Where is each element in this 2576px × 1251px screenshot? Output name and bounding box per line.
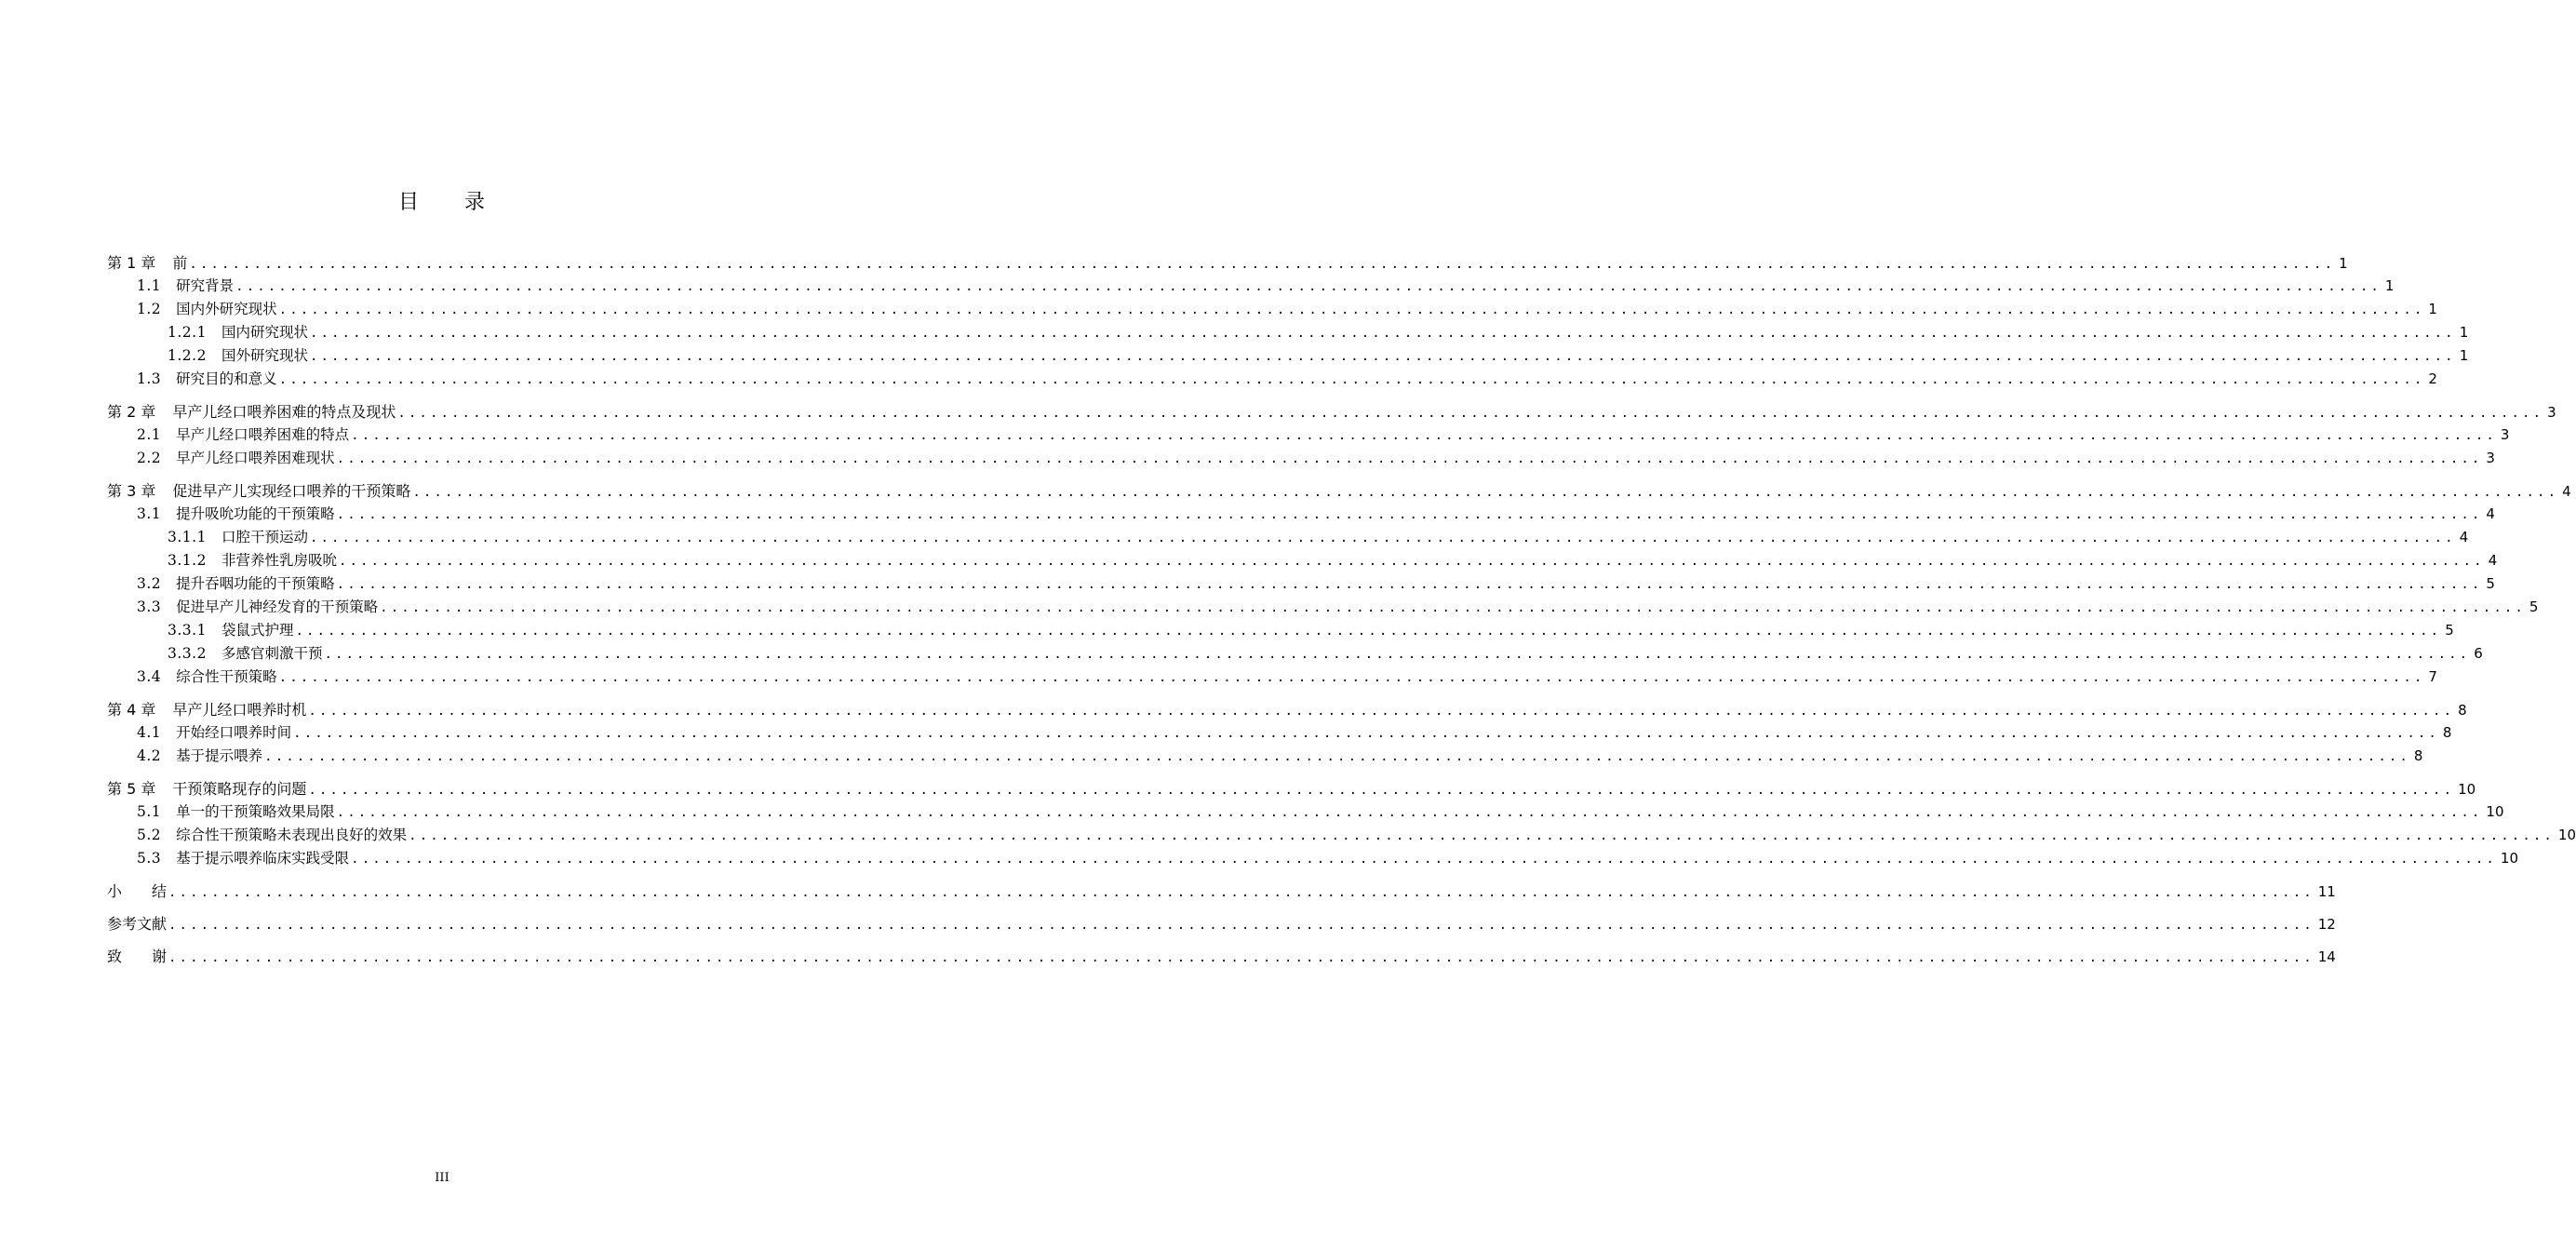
toc-entry-number: 2.1	[137, 426, 162, 443]
toc-entry-page: 10	[2557, 827, 2576, 843]
toc-entry-label: 多感官刺激干预	[221, 645, 323, 662]
toc-entry-page: 1	[2428, 301, 2437, 317]
page-number: III	[435, 1171, 449, 1185]
toc-entry-page: 4	[2562, 483, 2571, 500]
toc-leader-dots: ........................................................................................................................................................................................................	[336, 577, 2483, 592]
toc-entry[interactable]	[107, 847, 2519, 870]
toc-entry-label: 单一的干预策略效果局限	[176, 803, 335, 820]
toc-entry-page: 2	[2428, 370, 2437, 387]
toc-entry[interactable]	[107, 298, 2437, 321]
toc-leader-dots: ........................................................................................................................................................................................................	[295, 624, 2442, 639]
toc-entry[interactable]	[107, 698, 2467, 721]
toc-entry-number: 第 3 章	[107, 482, 156, 500]
toc-entry-number: 3.3.1	[168, 622, 207, 639]
toc-entry[interactable]	[107, 777, 2476, 800]
toc-entry-label: 国外研究现状	[221, 347, 308, 364]
toc-title-char-2: 录	[464, 191, 487, 214]
toc-leader-dots: ........................................................................................................................................................................................................	[235, 279, 2381, 294]
toc-entry-number: 3.2	[137, 575, 162, 592]
toc-entry-label: 研究目的和意义	[176, 370, 277, 387]
toc-entry[interactable]	[107, 572, 2495, 596]
toc-entry-page: 10	[2486, 803, 2504, 820]
table-of-contents	[107, 251, 2576, 968]
toc-entry-number: 3.1.1	[168, 529, 207, 545]
toc-leader-dots: ........................................................................................................................................................................................................	[336, 451, 2483, 466]
toc-entry-number: 第 4 章	[107, 701, 156, 719]
toc-entry-label: 干预策略现存的问题	[172, 780, 307, 798]
toc-entry-label: 开始经口喂养时间	[176, 724, 292, 741]
toc-entry[interactable]	[107, 424, 2510, 447]
toc-leader-dots: ........................................................................................................................................................................................................	[338, 554, 2485, 569]
toc-entry[interactable]	[107, 721, 2452, 745]
toc-entry-label: 研究背景	[176, 277, 235, 294]
toc-entry-page: 4	[2486, 505, 2495, 522]
toc-entry-label: 口腔干预运动	[221, 529, 308, 545]
toc-entry[interactable]	[107, 549, 2498, 572]
toc-entry-number: 2.2	[137, 450, 162, 466]
toc-entry-number: 3.1.2	[168, 552, 207, 569]
toc-entry-page: 10	[2458, 781, 2476, 798]
toc-entry-label: 非营养性乳房吸吮	[221, 552, 337, 569]
toc-entry[interactable]	[107, 800, 2504, 824]
toc-entry-page: 1	[2459, 347, 2469, 364]
toc-entry-page: 8	[2442, 724, 2452, 741]
toc-entry-number: 3.3.2	[168, 645, 207, 662]
toc-entry[interactable]	[107, 275, 2395, 298]
toc-entry-label: 小 结	[107, 882, 168, 900]
toc-entry-label: 促进早产儿实现经口喂养的干预策略	[172, 482, 411, 500]
toc-entry-number: 第 2 章	[107, 403, 156, 421]
toc-leader-dots: ........................................................................................................................................................................................................	[168, 885, 2314, 900]
toc-leader-dots: ........................................................................................................................................................................................................	[351, 428, 2497, 443]
toc-entry-page: 1	[2459, 324, 2469, 341]
toc-entry[interactable]	[107, 880, 2336, 903]
toc-entry-page: 11	[2317, 883, 2336, 900]
toc-entry-label: 早产儿经口喂养时机	[172, 701, 307, 719]
toc-leader-dots: ........................................................................................................................................................................................................	[293, 726, 2439, 741]
toc-entry[interactable]	[107, 912, 2336, 935]
toc-entry-number: 5.3	[137, 850, 162, 867]
toc-leader-dots: ........................................................................................................................................................................................................	[168, 918, 2314, 933]
toc-entry-number: 3.4	[137, 668, 162, 685]
toc-entry-number: 1.1	[137, 277, 162, 294]
toc-entry[interactable]	[107, 321, 2469, 344]
toc-leader-dots: ........................................................................................................................................................................................................	[278, 303, 2425, 317]
toc-entry-page: 12	[2317, 916, 2336, 933]
toc-leader-dots: ........................................................................................................................................................................................................	[351, 852, 2497, 867]
toc-entry[interactable]	[107, 945, 2336, 968]
toc-entry-page: 6	[2474, 645, 2483, 662]
toc-entry-number: 5.2	[137, 827, 162, 843]
toc-entry[interactable]	[107, 344, 2469, 368]
toc-entry-number: 5.1	[137, 803, 162, 820]
toc-leader-dots: ........................................................................................................................................................................................................	[264, 749, 2410, 764]
toc-entry-page: 4	[2488, 552, 2498, 569]
toc-entry-page: 3	[2486, 450, 2495, 466]
toc-entry-page: 3	[2547, 404, 2556, 421]
toc-leader-dots: ........................................................................................................................................................................................................	[308, 704, 2455, 719]
toc-entry-number: 3.3	[137, 599, 162, 615]
toc-entry-label: 综合性干预策略	[176, 668, 277, 685]
toc-entry-label: 早产儿经口喂养困难的特点及现状	[172, 403, 396, 421]
toc-entry[interactable]	[107, 619, 2454, 642]
toc-entry-page: 4	[2459, 529, 2469, 545]
toc-entry-page: 3	[2500, 426, 2510, 443]
toc-entry-page: 8	[2413, 747, 2423, 764]
toc-entry-label: 早产儿经口喂养困难的特点	[176, 426, 350, 443]
toc-title-char-1: 目	[397, 191, 420, 214]
toc-entry[interactable]	[107, 596, 2539, 619]
toc-entry-label: 参考文献	[107, 915, 168, 933]
toc-leader-dots: ........................................................................................................................................................................................................	[308, 783, 2455, 798]
toc-leader-dots: ........................................................................................................................................................................................................	[336, 507, 2483, 522]
toc-entry-label: 袋鼠式护理	[221, 622, 294, 639]
toc-entry-number: 1.3	[137, 370, 162, 387]
toc-entry-page: 7	[2428, 668, 2437, 685]
toc-entry-page: 14	[2317, 948, 2336, 965]
toc-entry-page: 1	[2384, 277, 2395, 294]
toc-entry-number: 1.2.2	[168, 347, 207, 364]
toc-entry-label: 早产儿经口喂养困难现状	[176, 450, 335, 466]
toc-entry-label: 提升吞咽功能的干预策略	[176, 575, 335, 592]
toc-entry-label: 国内外研究现状	[176, 301, 277, 317]
toc-entry[interactable]	[107, 251, 2348, 275]
toc-entry-number: 第 5 章	[107, 780, 156, 798]
toc-entry-number: 第 1 章	[107, 254, 156, 272]
toc-leader-dots: ........................................................................................................................................................................................................	[309, 326, 2456, 341]
toc-entry[interactable]	[107, 400, 2556, 424]
toc-entry[interactable]	[107, 368, 2437, 391]
toc-leader-dots: ........................................................................................................................................................................................................	[189, 257, 2336, 272]
toc-entry-number: 1.2.1	[168, 324, 207, 341]
toc-entry[interactable]	[107, 824, 2576, 847]
toc-entry-page: 8	[2458, 702, 2467, 719]
toc-leader-dots: ........................................................................................................................................................................................................	[336, 805, 2483, 820]
toc-entry[interactable]	[107, 526, 2469, 549]
toc-title	[0, 186, 884, 215]
toc-leader-dots: ........................................................................................................................................................................................................	[412, 485, 2559, 500]
toc-entry-page: 5	[2529, 599, 2539, 615]
toc-leader-dots: ........................................................................................................................................................................................................	[380, 600, 2526, 615]
toc-entry-label: 促进早产儿神经发育的干预策略	[176, 599, 379, 615]
toc-entry-label: 提升吸吮功能的干预策略	[176, 505, 335, 522]
toc-leader-dots: ........................................................................................................................................................................................................	[278, 372, 2425, 387]
toc-entry-number: 1.2	[137, 301, 162, 317]
toc-leader-dots: ........................................................................................................................................................................................................	[397, 406, 2544, 421]
toc-entry[interactable]	[107, 745, 2423, 768]
toc-entry-label: 国内研究现状	[221, 324, 308, 341]
toc-leader-dots: ........................................................................................................................................................................................................	[278, 670, 2425, 685]
toc-entry-page: 1	[2339, 255, 2348, 272]
toc-entry-number: 3.1	[137, 505, 162, 522]
toc-entry[interactable]	[107, 642, 2483, 666]
toc-entry-page: 5	[2486, 575, 2495, 592]
toc-leader-dots: ........................................................................................................................................................................................................	[168, 950, 2314, 965]
toc-leader-dots: ........................................................................................................................................................................................................	[309, 349, 2456, 364]
toc-leader-dots: ........................................................................................................................................................................................................	[309, 531, 2456, 545]
toc-entry-label: 基于提示喂养临床实践受限	[176, 850, 350, 867]
toc-leader-dots: ........................................................................................................................................................................................................	[324, 647, 2471, 662]
toc-entry[interactable]	[107, 447, 2495, 470]
toc-entry-label: 前	[172, 254, 188, 272]
toc-entry-label: 致 谢	[107, 948, 168, 965]
toc-entry-page: 10	[2500, 850, 2519, 867]
toc-entry-page: 5	[2445, 622, 2454, 639]
toc-entry-label: 基于提示喂养	[176, 747, 263, 764]
toc-entry[interactable]	[107, 503, 2495, 526]
toc-entry-number: 4.2	[137, 747, 162, 764]
toc-entry-number: 4.1	[137, 724, 162, 741]
toc-entry[interactable]	[107, 666, 2437, 689]
toc-entry-label: 综合性干预策略未表现出良好的效果	[176, 827, 408, 843]
toc-entry[interactable]	[107, 479, 2571, 503]
toc-leader-dots: ........................................................................................................................................................................................................	[409, 828, 2555, 843]
